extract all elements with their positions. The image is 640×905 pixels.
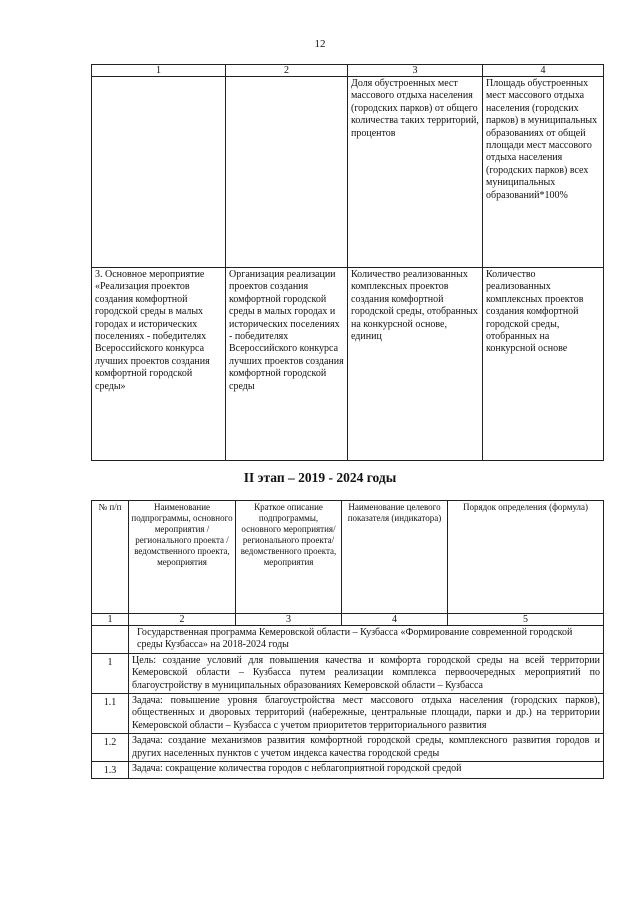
program-title: Государственная программа Кемеровской области – Кузбасса «Формирование современной городской среды Кузбасса» на 2018-2024 годы — [129, 626, 604, 654]
measure-name-cell: 3. Основное мероприятие «Реализация проектов создания комфортной городской среды в малых городах и исторических поселениях - победителях Всероссийского конкурса лучших проектов создания комфортной городской среды» — [92, 268, 226, 461]
page-number: 12 — [314, 38, 326, 50]
goal-text: Цель: создание условий для повышения качества и комфорта городской среды на всей территории Кемеровской области – Кузбасса путем реализации комплекса первоочередных мероприятий по благоустройству в муниципальных образованиях Кемеровской области – Кузбасса — [129, 653, 604, 693]
empty-cell — [226, 77, 348, 268]
indicator-cell: Доля обустроенных мест массового отдыха населения (городских парков) от общего количества таких территорий, процентов — [348, 77, 483, 268]
measure-description-cell: Организация реализации проектов создания комфортной городской среды в малых городах и исторических поселениях - победителях Всероссийского конкурса лучших проектов создания комфортной городской среды — [226, 268, 348, 461]
formula-cell: Количество реализованных комплексных проектов создания комфортной городской среды, отобранных на конкурсной основе — [483, 268, 604, 461]
column-number: 4 — [342, 614, 448, 626]
column-numbers-row — [92, 614, 604, 626]
row-number: 1.2 — [92, 734, 129, 762]
column-number: 3 — [236, 614, 342, 626]
column-number: 1 — [92, 614, 129, 626]
column-number: 5 — [448, 614, 604, 626]
table-row — [92, 734, 604, 762]
header-formula: Порядок определения (формула) — [448, 501, 604, 614]
header-name: Наименование подпрограммы, основного мероприятия / регионального проекта / ведомственного проекта, мероприятия — [129, 501, 236, 614]
column-number: 2 — [226, 65, 348, 77]
column-number: 1 — [92, 65, 226, 77]
task-text: Задача: сокращение количества городов с неблагоприятной городской средой — [129, 762, 604, 779]
table-header-row — [92, 501, 604, 614]
indicators-table-continued — [91, 64, 604, 461]
row-number: 1 — [92, 653, 129, 693]
section-title: II этап – 2019 - 2024 годы — [243, 470, 397, 485]
empty-cell — [92, 626, 129, 654]
program-row — [92, 626, 604, 654]
task-text: Задача: повышение уровня благоустройства мест массового отдыха населения (городских парков), общественных и дворовых территорий (набережные, центральные площади, парки и др.) на территории Кемеровской области – Кузбасса с учетом приоритетов территориального развития — [129, 694, 604, 734]
table-row — [92, 762, 604, 779]
table-row — [92, 653, 604, 693]
table-row — [92, 268, 604, 461]
row-number: 1.1 — [92, 694, 129, 734]
indicator-cell: Количество реализованных комплексных проектов создания комфортной городской среды, отобранных на конкурсной основе, единиц — [348, 268, 483, 461]
header-indicator: Наименование целевого показателя (индикатора) — [342, 501, 448, 614]
header-description: Краткое описание подпрограммы, основного мероприятия/ регионального проекта/ ведомственного проекта, мероприятия — [236, 501, 342, 614]
stage-two-table — [91, 500, 604, 779]
table-header-row — [92, 65, 604, 77]
empty-cell — [92, 77, 226, 268]
table-row — [92, 694, 604, 734]
column-number: 2 — [129, 614, 236, 626]
column-number: 4 — [483, 65, 604, 77]
table-row — [92, 77, 604, 268]
formula-cell: Площадь обустроенных мест массового отдыха населения (городских парков) в муниципальных образованиях от общей площади мест массового отдыха населения (городских парков) всех муниципальных образований*100% — [483, 77, 604, 268]
task-text: Задача: создание механизмов развития комфортной городской среды, комплексного развития городов и других населенных пунктов с учетом индекса качества городской среды — [129, 734, 604, 762]
header-number: № п/п — [92, 501, 129, 614]
column-number: 3 — [348, 65, 483, 77]
row-number: 1.3 — [92, 762, 129, 779]
